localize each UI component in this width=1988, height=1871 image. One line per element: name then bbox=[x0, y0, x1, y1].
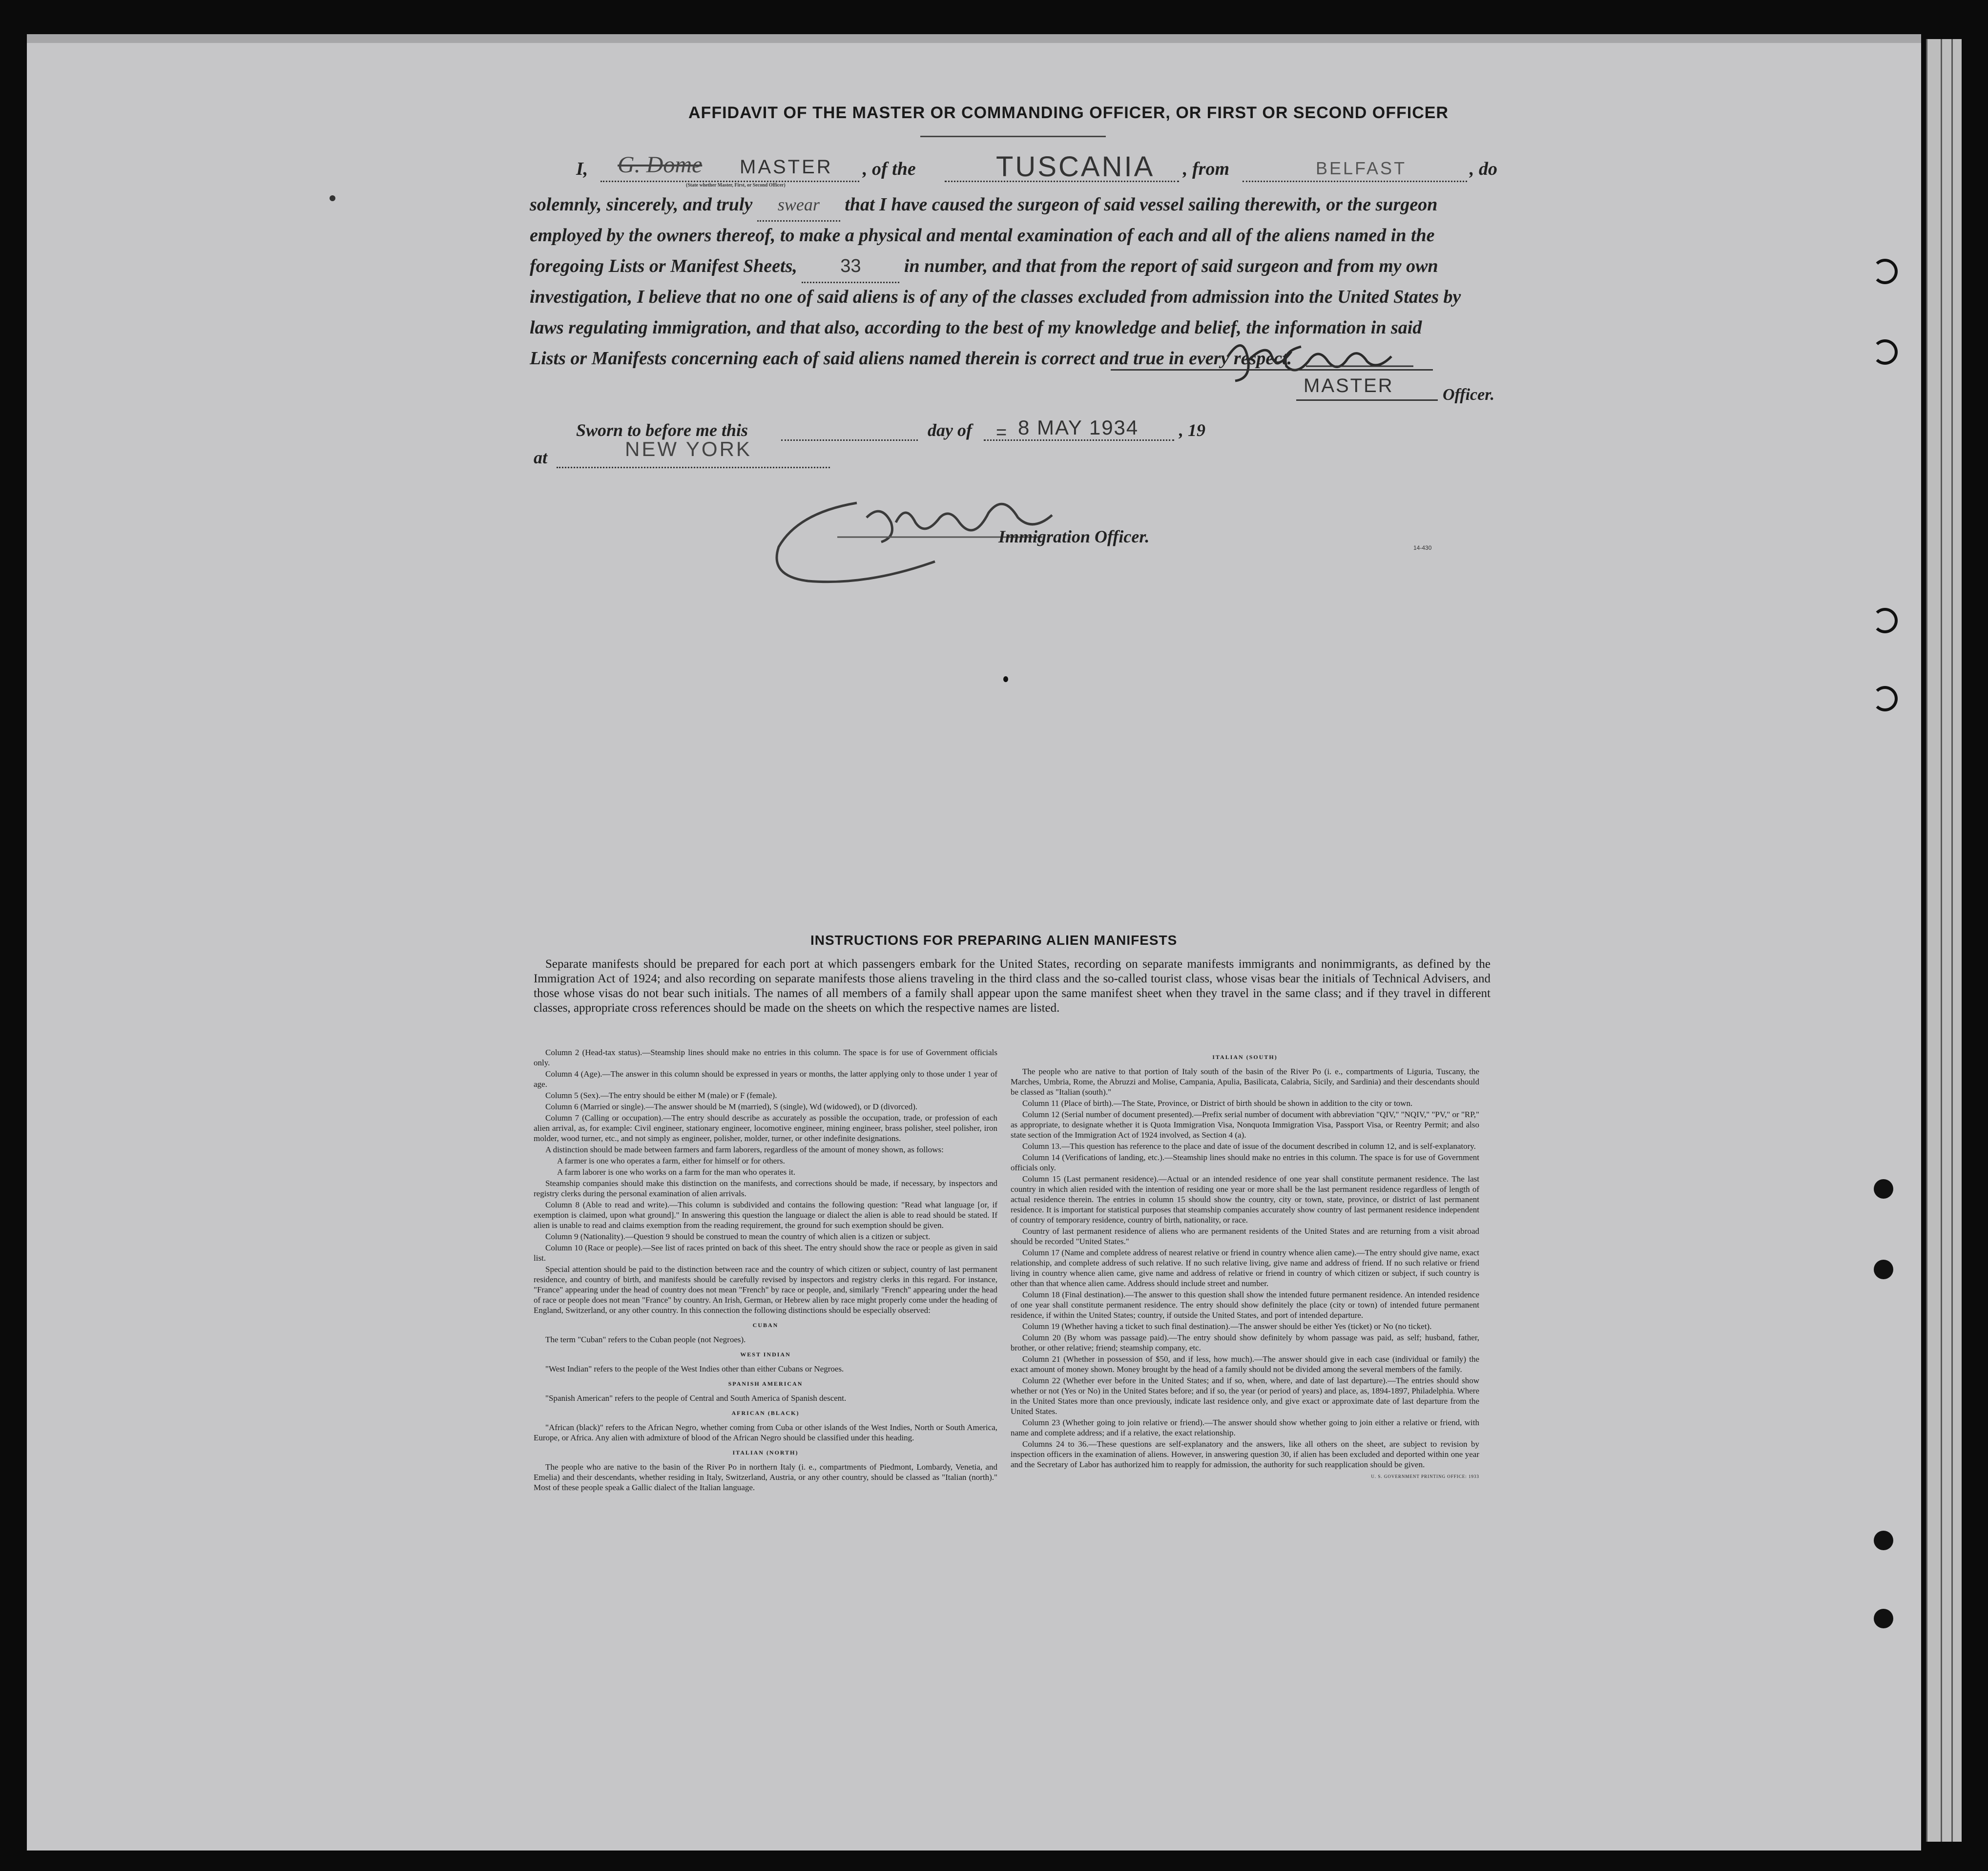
cuban-heading: CUBAN bbox=[752, 1322, 779, 1329]
instr-right-11: Column 20 (By whom was passage paid).—The entry should show definitely by whom passage was paid, as self; husband, father, brother, or other relative; friend; steamship company, etc. bbox=[1011, 1333, 1479, 1352]
printer-imprint: U. S. GOVERNMENT PRINTING OFFICE: 1933 bbox=[1371, 1474, 1479, 1479]
affidavit-line-6: laws regulating immigration, and that also, according to the best of my knowledge and belief, the information in said bbox=[530, 317, 1422, 338]
affidavit-l4a: foregoing Lists or Manifest Sheets, bbox=[530, 256, 797, 276]
instructions-intro bbox=[534, 957, 1491, 1017]
instr-left-6: A distinction should be made between farmers and farm laborers, regardless of the amount of money shown, as follows: bbox=[545, 1145, 944, 1154]
rank-note: (State whether Master, First, or Second Officer) bbox=[686, 183, 786, 188]
italian-south-heading: ITALIAN (SOUTH) bbox=[1212, 1054, 1278, 1060]
binder-hole-filled bbox=[1874, 1260, 1893, 1279]
instructions-right-column bbox=[1011, 1052, 1479, 1482]
binder-hole-open bbox=[1872, 259, 1898, 284]
port-blank bbox=[1242, 181, 1467, 182]
place-blank bbox=[557, 467, 830, 468]
manifest-sheet bbox=[27, 34, 1921, 1850]
binder-hole-filled bbox=[1874, 1531, 1893, 1550]
officer-rank: MASTER bbox=[1304, 375, 1394, 396]
vessel-name: TUSCANIA bbox=[996, 151, 1155, 183]
instr-right-8: Column 17 (Name and complete address of nearest relative or friend in country whence alien came).—The entry should give name, exact relationship, and complete address of such relative. If no such relative living, give name and address of friend. If no such relative or friend living in country whence alien came, give name and address of relative or friend in country of which citizen or subject, if such country is other than that whence alien came. Address should include street and number. bbox=[1011, 1248, 1479, 1288]
instr-left-2: Column 4 (Age).—The answer in this column should be expressed in years or months, the latter applying only to those under 1 year of age. bbox=[534, 1069, 997, 1089]
sworn-label: Sworn to before me this bbox=[576, 420, 748, 440]
page-edge bbox=[1926, 39, 1942, 1842]
affidavit-title: AFFIDAVIT OF THE MASTER OR COMMANDING OFFICER, OR FIRST OR SECOND OFFICER bbox=[688, 104, 1449, 122]
officer-label: Officer. bbox=[1443, 386, 1495, 404]
spanish-american-heading: SPANISH AMERICAN bbox=[728, 1380, 803, 1387]
binder-hole-open bbox=[1872, 686, 1898, 711]
signature-line bbox=[1111, 369, 1433, 371]
binder-hole-open bbox=[1872, 608, 1898, 633]
sworn-place: NEW YORK bbox=[625, 437, 752, 460]
affidavit-line-2 bbox=[530, 189, 1506, 222]
sworn-date: 8 MAY 1934 bbox=[1018, 416, 1139, 439]
day-of-label: day of bbox=[928, 420, 972, 440]
west-indian-heading: WEST INDIAN bbox=[740, 1351, 791, 1358]
instr-left-4: Column 6 (Married or single).—The answer should be M (married), S (single), Wd (widowed), or D (divorced). bbox=[545, 1102, 918, 1111]
intro-paragraph: Separate manifests should be prepared for each port at which passengers embark for the United States, recording on separate manifests immigrants and nonimmigrants, as defined by the Immigration Act of 1924; and also recording on separate manifests those aliens traveling in the third class and the so-called tourist class, whose visas bear the initials of Technical Advisers, and those whose visas do not bear such initials. The names of all members of a family shall appear upon the same manifest sheet when they travel in the same class; and if they travel in different classes, appropriate cross references should be made on the sheets on which the respective names are listed. bbox=[534, 957, 1491, 1015]
binder-hole-open bbox=[1872, 339, 1898, 365]
instr-right-10: Column 19 (Whether having a ticket to such final destination).—The answer should be either Yes (ticket) or No (no ticket). bbox=[1022, 1322, 1432, 1331]
instr-right-6: Column 15 (Last permanent residence).—Actual or an intended residence of one year shall constitute permanent residence. The last country in which alien resided with the intention of residing one year or more shall be the last permanent residence regardless of length of actual residence therein. The entries in column 15 should show the country, city or town, state, province, or district of last permanent residence. It is important for statistical purposes that steamship companies accurately show country of last permanent residence independent of country of temporary residence, country of birth, nationality, or race. bbox=[1011, 1174, 1479, 1225]
of-the-label: , of the bbox=[863, 159, 916, 179]
instructions-title: INSTRUCTIONS FOR PREPARING ALIEN MANIFESTS bbox=[810, 933, 1178, 948]
instructions-left-column bbox=[534, 1047, 997, 1494]
instr-right-4: Column 13.—This question has reference to the place and date of issue of the document described in column 12, and is self-explanatory. bbox=[1022, 1142, 1476, 1151]
instr-right-9: Column 18 (Final destination).—The answer to this question shall show the intended future permanent residence. An intended residence of one year shall constitute permanent residence. The entry should show definitely the place (city or town) of intended future permanent residence, if within the United States; country, if outside the United States, and port of intended departure. bbox=[1011, 1290, 1479, 1320]
do-label: , do bbox=[1470, 159, 1497, 179]
year-prefix: , 19 bbox=[1179, 420, 1205, 440]
italian-north-text: The people who are native to the basin of the River Po in northern Italy (i. e., compartments of Piedmont, Lombardy, Venetia, and Emelia) and their descendants, whether residing in Italy, Switzerland, Austria, or any other country, should be classed as "Italian (north)." Most of these people speak a Gallic dialect of the Italian language. bbox=[534, 1462, 997, 1492]
paper-speck bbox=[330, 195, 335, 201]
instr-left-12: Column 10 (Race or people).—See list of races printed on back of this sheet. The entry should show the race or people as given in said list. bbox=[534, 1243, 997, 1263]
african-text: "African (black)" refers to the African Negro, whether coming from Cuba or other islands of the West Indies, North or South America, Europe, or Africa. Any alien with admixture of blood of the African Negro should be classified under this heading. bbox=[534, 1423, 997, 1442]
italian-north-heading: ITALIAN (NORTH) bbox=[732, 1449, 799, 1456]
instr-left-8: A farm laborer is one who works on a farm for the man who operates it. bbox=[557, 1167, 796, 1177]
date-blank bbox=[984, 439, 1174, 441]
spanish-american-text: "Spanish American" refers to the people of Central and South America of Spanish descent. bbox=[545, 1393, 847, 1403]
instr-right-3: Column 12 (Serial number of document presented).—Prefix serial number of document with abbreviation "QIV," "NQIV," "PV," or "RP," as appropriate, to designate whether it is Quota Immigration Visa, Nonquota Immigration Visa, Passport Visa, or Reentry Permit; and also state section of the Immigration Act of 1924 involved, as Section 4 (a). bbox=[1011, 1110, 1479, 1140]
binder-hole-filled bbox=[1874, 1179, 1893, 1199]
instr-right-1: The people who are native to that portion of Italy south of the basin of the River Po (i. e., compartments of Liguria, Tuscany, the Marches, Umbria, Rome, the Abruzzi and Molise, Campania, Apulia, Basilicata, Calabria, Sicily, and Sardinia) and their descendants should be classed as "Italian (south)." bbox=[1011, 1067, 1479, 1097]
affidavit-line-4 bbox=[530, 251, 1506, 283]
instr-left-10: Column 8 (Able to read and write).—This column is subdivided and contains the following question: "Read what language [or, if exemption is claimed, upon what ground]." In answering this question the language or dialect the alien is able to read should be stated. If alien is unable to read and claims exemption from the reading requirement, the ground for such exemption should be given. bbox=[534, 1200, 997, 1230]
date-dash: = bbox=[996, 422, 1007, 443]
instr-left-11: Column 9 (Nationality).—Question 9 should be construed to mean the country of which alien is a citizen or subject. bbox=[545, 1232, 931, 1241]
affidavit-line-7: Lists or Manifests concerning each of said aliens named therein is correct and true in every respect. bbox=[530, 348, 1292, 369]
instr-right-5: Column 14 (Verifications of landing, etc.).—Steamship lines should make no entries in this column. The space is for use of Government officials only. bbox=[1011, 1153, 1479, 1172]
affidavit-line-5: investigation, I believe that no one of said aliens is of any of the classes excluded from admission into the United States by bbox=[530, 287, 1461, 307]
sheet-top-edge bbox=[27, 34, 1921, 43]
cuban-text: The term "Cuban" refers to the Cuban people (not Negroes). bbox=[545, 1335, 746, 1344]
instr-left-13: Special attention should be paid to the distinction between race and the country of which citizen or subject, country of last permanent residence, and country of birth, and manifests should be carefully revised by inspectors and registry clerks in this regard. For instance, "France" appearing under the head of country does not mean "French" by race or people, and, similarly "French" appearing under the head of race or people does not mean "France" by country. An Irish, German, or Hebrew alien by race might properly come under the heading of England, Switzerland, or any other country. In this connection the following distinctions should be especially observed: bbox=[534, 1265, 997, 1315]
sworn-day-blank bbox=[781, 439, 918, 441]
port-name: BELFAST bbox=[1316, 158, 1407, 178]
from-label: , from bbox=[1183, 159, 1229, 179]
african-heading: AFRICAN (BLACK) bbox=[731, 1410, 800, 1416]
form-number: 14-430 bbox=[1413, 544, 1432, 551]
affidavit-i: I, bbox=[576, 159, 588, 179]
instr-left-7: A farmer is one who operates a farm, either for himself or for others. bbox=[557, 1156, 785, 1165]
oath-word: swear bbox=[757, 189, 840, 222]
title-rule bbox=[920, 136, 1106, 137]
at-label: at bbox=[534, 448, 548, 467]
rank-typed: MASTER bbox=[740, 156, 833, 178]
name-blank bbox=[601, 181, 859, 182]
affidavit-l4b: in number, and that from the report of said surgeon and from my own bbox=[904, 256, 1438, 276]
instr-right-2: Column 11 (Place of birth).—The State, Province, or District of birth should be shown in addition to the city or town. bbox=[1022, 1099, 1413, 1108]
sheet-count: 33 bbox=[802, 251, 899, 283]
instr-right-15: Columns 24 to 36.—These questions are self-explanatory and the answers, like all others on the sheet, are subject to revision by inspection officers in the examination of aliens. However, in answering question 30, if alien has been excluded and deported within one year and the Secretary of Labor has authorized him to reapply for admission, the authority for such reapplication should be given. bbox=[1011, 1439, 1479, 1469]
page-edge bbox=[1951, 39, 1962, 1842]
instr-right-14: Column 23 (Whether going to join relative or friend).—The answer should show whether going to join either a relative or friend, with name and complete address; and if a relative, the exact relationship. bbox=[1011, 1418, 1479, 1437]
instr-left-3: Column 5 (Sex).—The entry should be either M (male) or F (female). bbox=[545, 1091, 777, 1100]
instr-right-13: Column 22 (Whether ever before in the United States; and if so, when, where, and date of last departure).—The entries should show whether or not (Yes or No) in the United States before; and if so, the year (or period of years) and place, as, 1894-1897, Philadelphia. Where in the United States more than once previously, indicate last residence only, and give exact or approximate date of last departure from the United States. bbox=[1011, 1376, 1479, 1416]
instr-left-1: Column 2 (Head-tax status).—Steamship lines should make no entries in this column. The space is for use of Government officials only. bbox=[534, 1048, 997, 1067]
instr-left-9: Steamship companies should make this distinction on the manifests, and corrections should be made, if necessary, by inspectors and registry clerks during the personal examination of alien arrivals. bbox=[534, 1179, 997, 1198]
paper-speck bbox=[1003, 676, 1008, 682]
affidavit-l2b: that I have caused the surgeon of said vessel sailing therewith, or the surgeon bbox=[845, 194, 1438, 215]
instr-left-5: Column 7 (Calling or occupation).—The entry should describe as accurately as possible the occupation, trade, or profession of each alien arrival, as, for example: Civil engineer, stationary engineer, locomotive engineer, mining engineer, brass polisher, steel polisher, iron molder, wood turner, etc., and not simply as engineer, polisher, molder, turner, or other indefinite designations. bbox=[534, 1113, 997, 1143]
immigration-officer-label: Immigration Officer. bbox=[998, 527, 1150, 546]
binder-hole-filled bbox=[1874, 1609, 1893, 1628]
master-name: G. Dome bbox=[618, 152, 703, 178]
affidavit-l2a: solemnly, sincerely, and truly bbox=[530, 194, 753, 215]
instr-right-12: Column 21 (Whether in possession of $50, and if less, how much).—The answer should give in each case (individual or family) the exact amount of money shown. Money brought by the head of a family should not be divided among the several members of the family. bbox=[1011, 1354, 1479, 1374]
affidavit-line-3: employed by the owners thereof, to make a physical and mental examination of each and all of the aliens named in the bbox=[530, 225, 1435, 246]
officer-rank-rule bbox=[1296, 399, 1438, 401]
west-indian-text: "West Indian" refers to the people of the West Indies other than either Cubans or Negroes. bbox=[545, 1364, 844, 1373]
instr-right-7: Country of last permanent residence of aliens who are permanent residents of the United States and are returning from a visit abroad should be recorded "United States." bbox=[1011, 1227, 1479, 1246]
